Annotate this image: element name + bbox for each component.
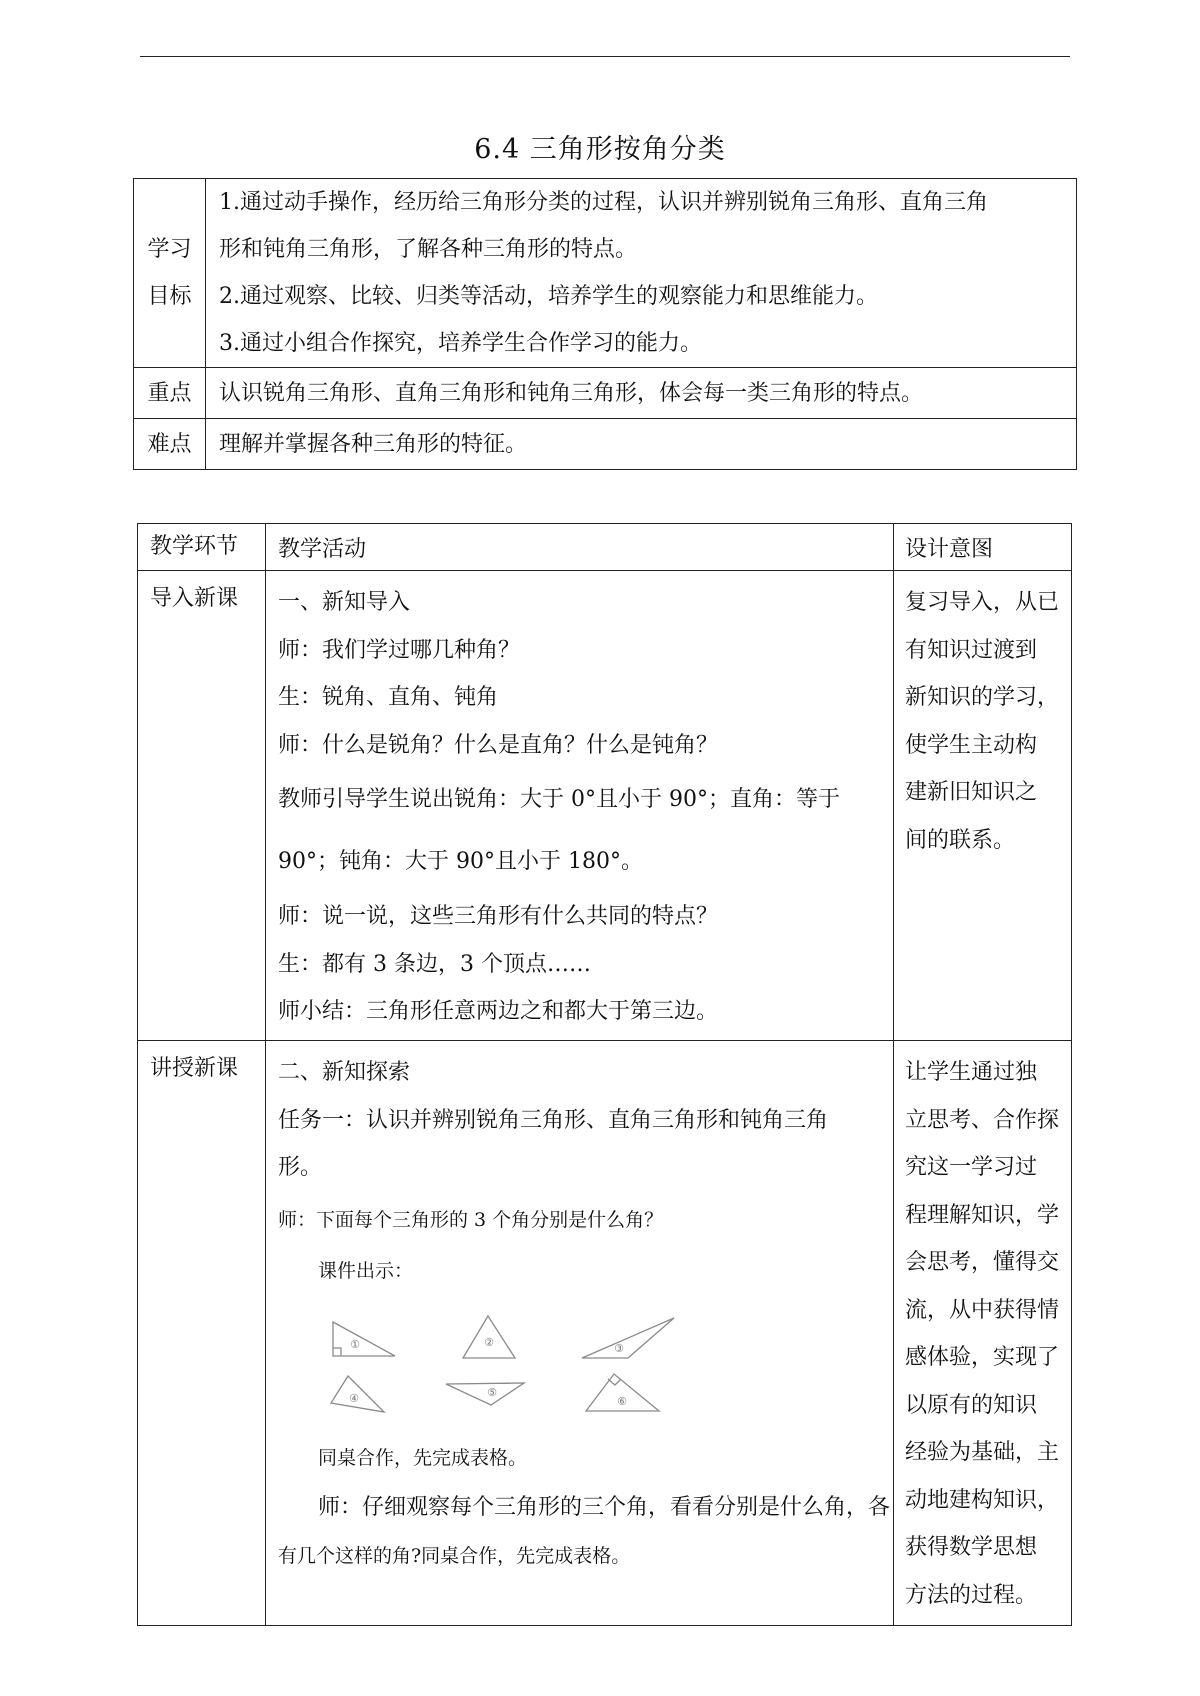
intent-line: 建新旧知识之 [905, 780, 1038, 805]
figure-label-5: ⑤ [487, 1385, 497, 1399]
header-activity: 教学活动 [266, 524, 894, 571]
activity-line: 任务一：认识并辨别锐角三角形、直角三角形和钝角三角 [278, 1107, 829, 1133]
activity-line: 师：仔细观察每个三角形的三个角，看看分别是什么角，各 [318, 1494, 891, 1520]
goals-content-cell [206, 179, 1077, 368]
activity-line: 有几个这样的角?同桌合作，先完成表格。 [278, 1544, 631, 1567]
intent-line: 会思考，懂得交 [905, 1250, 1060, 1275]
intent-line: 流，从中获得情 [905, 1297, 1060, 1323]
header-intent: 设计意图 [894, 524, 1072, 571]
triangle-1 [333, 1322, 395, 1356]
table-row [138, 571, 1072, 1041]
activity-line: 师小结：三角形任意两边之和都大于第三边。 [278, 999, 719, 1024]
intent-line: 经验为基础，主 [905, 1440, 1060, 1465]
intent-line: 方法的过程。 [905, 1582, 1038, 1608]
intent-line: 间的联系。 [905, 827, 1016, 853]
intent-line: 立思考、合作探 [905, 1107, 1060, 1133]
figure-label-4: ④ [349, 1391, 359, 1405]
header-rule [140, 56, 1070, 57]
activity-line: 生：锐角、直角、钝角 [278, 685, 499, 710]
right-angle-mark [608, 1379, 621, 1385]
difficulty-label: 难点 [134, 419, 206, 470]
goal-line: 3.通过小组合作探究，培养学生合作学习的能力。 [219, 331, 702, 356]
activity-line: 生：都有 3 条边，3 个顶点…… [278, 951, 591, 977]
triangles-figure [328, 1308, 887, 1432]
right-angle-mark [333, 1348, 341, 1356]
intent-line: 让学生通过独 [905, 1060, 1038, 1085]
goals-label-cell [134, 179, 206, 368]
table-row [138, 1041, 1072, 1626]
goals-label-line: 目标 [147, 284, 192, 309]
difficulty-content [206, 419, 1077, 470]
activity-cell [266, 571, 894, 1041]
activity-line: 二、新知探索 [278, 1060, 411, 1085]
difficulty-text: 理解并掌握各种三角形的特征。 [219, 431, 528, 457]
intent-cell [894, 1041, 1072, 1626]
activity-line: 课件出示： [318, 1259, 414, 1282]
triangle-3 [582, 1318, 674, 1358]
intent-line: 究这一学习过 [905, 1155, 1038, 1180]
activity-line: 一、新知导入 [278, 590, 411, 615]
intent-line: 以原有的知识 [905, 1392, 1038, 1418]
figure-label-1: ① [350, 1337, 360, 1351]
intent-line: 感体验，实现了 [905, 1345, 1060, 1370]
stage-cell: 导入新课 [138, 571, 266, 1041]
key-label: 重点 [134, 368, 206, 419]
goals-label-line: 学习 [147, 237, 192, 262]
figure-label-3: ③ [614, 1341, 624, 1355]
stage-cell: 讲授新课 [138, 1041, 266, 1626]
intent-line: 使学生主动构 [905, 732, 1038, 758]
activity-line: 师：我们学过哪几种角？ [278, 637, 521, 663]
goal-line: 2.通过观察、比较、归类等活动，培养学生的观察能力和思维能力。 [219, 284, 878, 309]
intent-line: 新知识的学习， [905, 685, 1060, 710]
activity-line: 形。 [278, 1155, 323, 1180]
triangles-diagram [328, 1308, 718, 1428]
intent-line: 复习导入，从已 [905, 590, 1060, 615]
objectives-table [133, 178, 1077, 470]
activity-line: 90°；钝角：大于 90°且小于 180°。 [278, 849, 643, 874]
activity-line: 师：说一说，这些三角形有什么共同的特点？ [278, 904, 719, 929]
key-content [206, 368, 1077, 419]
intent-cell [894, 571, 1072, 1041]
header-stage: 教学环节 [138, 524, 266, 571]
triangle-5 [446, 1383, 524, 1405]
lesson-table [137, 523, 1072, 1626]
intent-line: 程理解知识，学 [905, 1202, 1060, 1228]
activity-line: 同桌合作，先完成表格。 [318, 1446, 528, 1469]
activity-line: 师：什么是锐角？什么是直角？什么是钝角？ [278, 732, 719, 758]
intent-line: 获得数学思想 [905, 1535, 1038, 1560]
activity-line: 师：下面每个三角形的 3 个角分别是什么角？ [278, 1208, 664, 1231]
activity-line: 教师引导学生说出锐角：大于 0°且小于 90°；直角：等于 [278, 787, 840, 812]
intent-line: 有知识过渡到 [905, 637, 1038, 663]
page-title: 6.4 三角形按角分类 [474, 134, 726, 165]
figure-label-2: ② [484, 1335, 494, 1349]
activity-cell [266, 1041, 894, 1626]
figure-label-6: ⑥ [617, 1394, 627, 1408]
table-header-row [138, 524, 1072, 571]
goal-line: 1.通过动手操作，经历给三角形分类的过程，认识并辨别锐角三角形、直角三角 [219, 190, 988, 215]
intent-line: 动地建构知识， [905, 1487, 1060, 1513]
goal-line: 形和钝角三角形，了解各种三角形的特点。 [219, 237, 638, 262]
key-text: 认识锐角三角形、直角三角形和钝角三角形，体会每一类三角形的特点。 [219, 380, 924, 406]
